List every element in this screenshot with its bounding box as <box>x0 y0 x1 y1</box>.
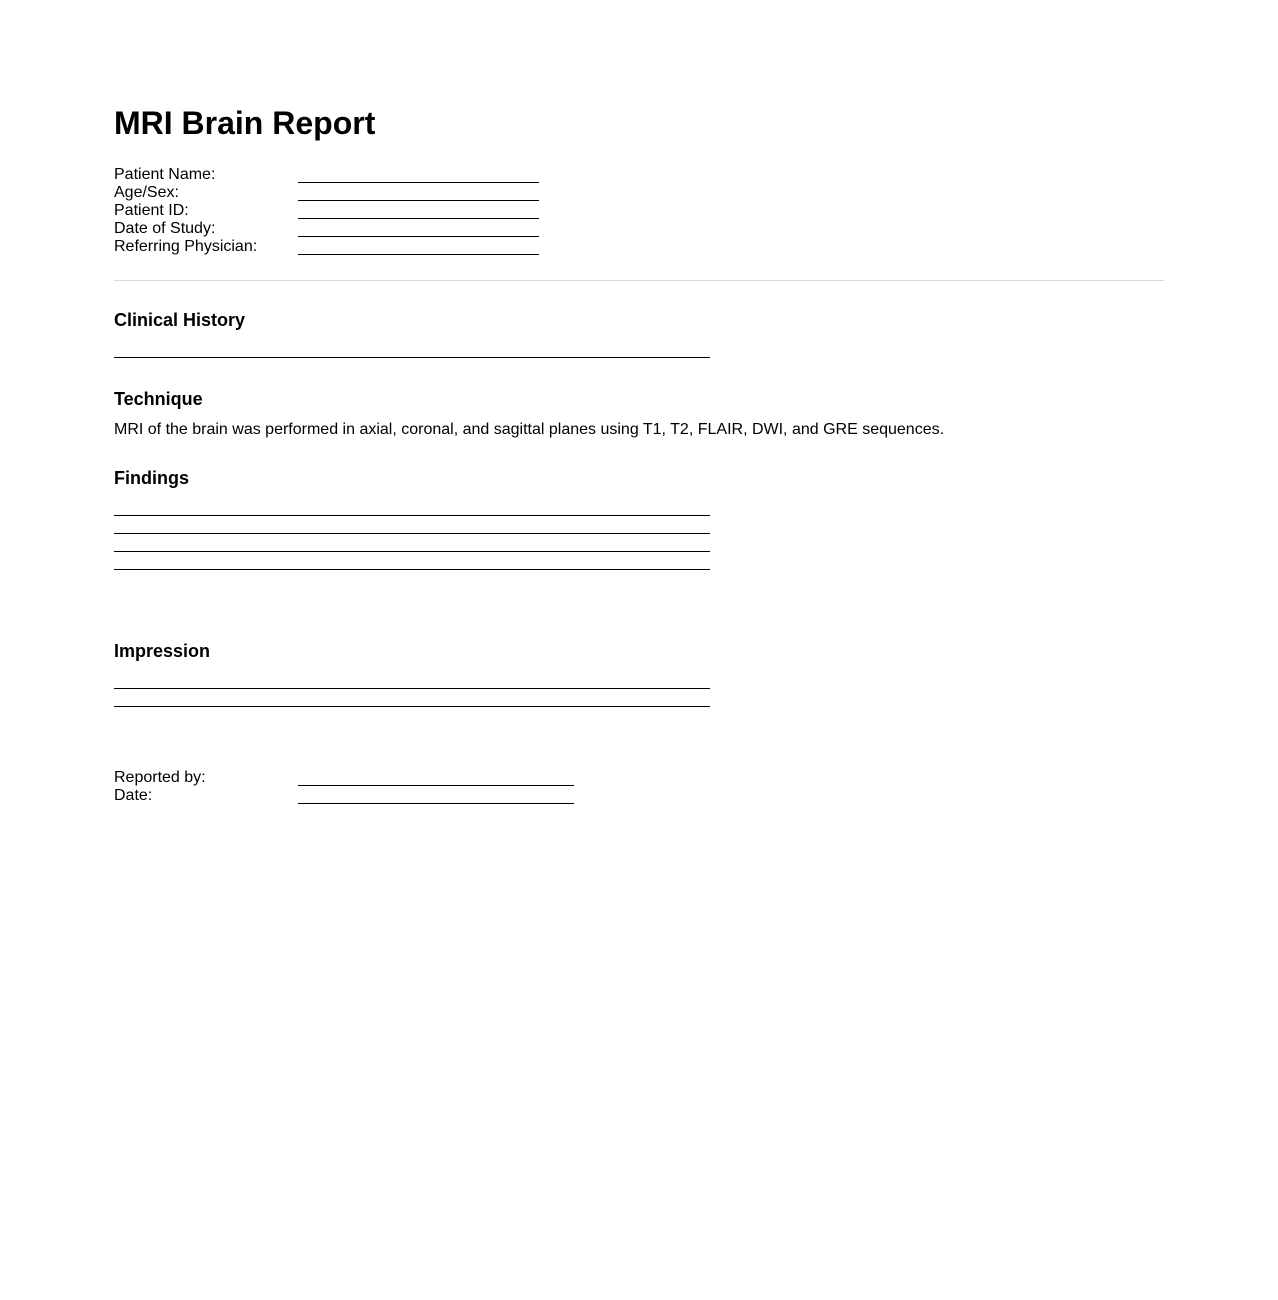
age-sex-label: Age/Sex: <box>114 184 179 201</box>
referring-physician-row <box>114 238 614 256</box>
date-of-study-label: Date of Study: <box>114 220 216 237</box>
patient-id-label: Patient ID: <box>114 202 189 219</box>
patient-id-row <box>114 202 614 220</box>
findings-line-3[interactable] <box>114 551 710 552</box>
technique-heading: Technique <box>114 389 203 409</box>
referring-physician-label: Referring Physician: <box>114 238 258 255</box>
patient-name-field[interactable] <box>298 182 539 183</box>
reported-by-field[interactable] <box>298 785 574 786</box>
reported-by-label: Reported by: <box>114 769 206 786</box>
signature-date-label: Date: <box>114 787 153 804</box>
age-sex-field[interactable] <box>298 200 539 201</box>
patient-info-block <box>114 166 614 256</box>
patient-id-field[interactable] <box>298 218 539 219</box>
impression-line-1[interactable] <box>114 688 710 689</box>
clinical-history-line-1[interactable] <box>114 357 710 358</box>
findings-line-4[interactable] <box>114 569 710 570</box>
findings-heading: Findings <box>114 468 189 488</box>
report-title: MRI Brain Report <box>114 105 376 141</box>
date-of-study-row <box>114 220 614 238</box>
impression-line-2[interactable] <box>114 706 710 707</box>
patient-name-label: Patient Name: <box>114 166 216 183</box>
signature-block <box>114 769 614 805</box>
referring-physician-field[interactable] <box>298 254 539 255</box>
age-sex-row <box>114 184 614 202</box>
section-divider <box>114 280 1164 281</box>
date-of-study-field[interactable] <box>298 236 539 237</box>
signature-date-row <box>114 787 614 805</box>
impression-heading: Impression <box>114 641 211 661</box>
patient-name-row <box>114 166 614 184</box>
findings-line-2[interactable] <box>114 533 710 534</box>
reported-by-row <box>114 769 614 787</box>
technique-text: MRI of the brain was performed in axial, coronal, and sagittal planes using T1, T2, FLAIR, DWI, and GRE sequences. <box>114 421 945 438</box>
findings-line-1[interactable] <box>114 515 710 516</box>
clinical-history-heading: Clinical History <box>114 310 246 330</box>
signature-date-field[interactable] <box>298 803 574 804</box>
